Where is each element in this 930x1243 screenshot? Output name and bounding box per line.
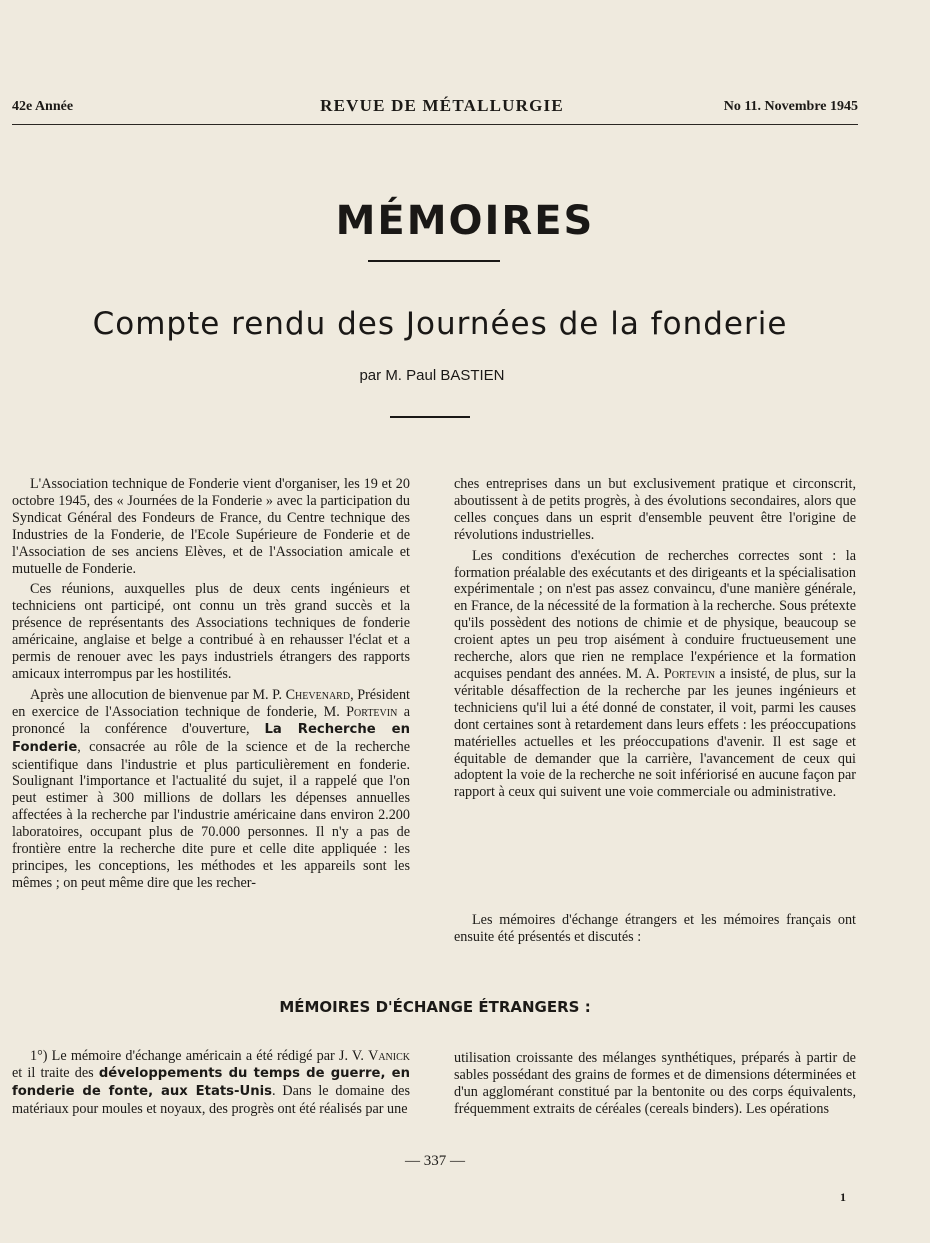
paragraph: Les conditions d'exécution de recherches correctes sont : la formation préalable des exécutants et des dirigeants et la spécialisation expérimentale ; on n'est pas assez convaincu, d'une manière générale, en France, de la nécessité de la formation à la recherche. Sous prétexte qu'ils possèdent des notions de chimie et de physique, beaucoup se croient aptes un peu trop aisément à conduire fructueusement une recherche, alors que rien ne remplace l'expérience et la formation acquises pendant des années. M. A. Portevin a insisté, de plus, sur la véritable désaffection de la recherche par les jeunes ingénieurs et techniciens qu'il lui a été donné de constater, il voit, parmi les causes dont certaines sont à retardement dans leurs effets : les préoccupations matérielles actuelles et les préoccupations d'avenir. Il est sage et équitable de demander que la carrière, l'avancement de ceux qui adoptent la voie de la recherche ne soit infériorisé en aucune façon par rapport à ceux qui suivent une voie commerciale ou administrative. [454, 547, 856, 801]
paragraph: utilisation croissante des mélanges synthétiques, préparés à partir de sables possédant des grains de formes et de dimensions déterminées et d'un agglomérant constitué par la bentonite ou des corps équivalents, fréquemment extraits de céréales (cereals binders). Les opérations [454, 1050, 856, 1117]
header-rule [12, 124, 858, 125]
section-title-rule [368, 260, 500, 262]
section-title: MÉMOIRES [335, 198, 595, 244]
person-name: Portevin [663, 665, 716, 682]
paragraph: Les mémoires d'échange étrangers et les mémoires français ont ensuite été présentés et discutés : [454, 912, 856, 945]
person-name: Vanick [368, 1048, 410, 1064]
paragraph: Après une allocution de bienvenue par M. P. Chevenard, Président en exercice de l'Association technique de fonderie, M. Portevin a prononcé la conférence d'ouverture, La Recherche en Fonderie, consacrée au rôle de la science et de la recherche scientifique dans l'industrie et plus particulièrement en fonderie. Soulignant l'importance et l'actualité du sujet, il a rappelé que l'on peut estimer à 300 millions de dollars les dépenses annuelles affectées à la recherche par l'industrie américaine dans environ 2.200 laboratoires, occupant plus de 70.000 personnes. Il n'y a pas de frontière entre la recherche dite pure et celle dite appliquée : les principes, les conceptions, les méthodes et les appareils sont les mêmes ; on peut même dire que les recher- [12, 686, 410, 891]
paragraph: L'Association technique de Fonderie vient d'organiser, les 19 et 20 octobre 1945, des « Journées de la Fonderie » avec la participation du Syndicat Général des Fondeurs de France, du Centre technique des Industries de la Fonderie, de l'Ecole Supérieure de Fonderie et de l'Association de ses anciens Elèves, et de l'Association amicale et mutuelle de Fonderie. [12, 476, 410, 577]
right-column-lower [454, 1050, 856, 1122]
subsection-heading: MÉMOIRES D'ÉCHANGE ÉTRANGERS : [279, 998, 591, 1016]
right-column-closing [454, 912, 856, 950]
paragraph: 1°) Le mémoire d'échange américain a été rédigé par J. V. Vanick et il traite des développements du temps de guerre, en fonderie de fonte, aux Etats-Unis. Dans le domaine des matériaux pour moules et noyaux, des progrès ont été réalisés par une [12, 1048, 410, 1117]
person-name: Chevenard [285, 686, 351, 703]
paragraph: ches entreprises dans un but exclusivement pratique et circonscrit, aboutissent à de petits progrès, à des évolutions secondaires, alors que celles conçues dans un esprit d'ensemble peuvent être l'origine de révolutions industrielles. [454, 476, 856, 543]
memoir-title: développements du temps de guerre, en fonderie de fonte, aux Etats-Unis [12, 1065, 410, 1099]
journal-title: REVUE DE MÉTALLURGIE [320, 96, 564, 115]
person-name: Portevin [346, 703, 398, 720]
volume-year: 42e Année [12, 99, 74, 114]
sheet-number: 1 [840, 1190, 846, 1204]
paragraph: Ces réunions, auxquelles plus de deux cents ingénieurs et techniciens ont participé, ont connu un très grand succès et la présence de représentants des Associations techniques de fonderie américaine, anglaise et belge a contribué à en rehausser l'éclat et a permis de renouer avec les pays industriels étrangers des rapports amicaux interrompus par les hostilités. [12, 581, 410, 682]
byline-rule [390, 416, 470, 418]
right-column [454, 476, 856, 805]
issue-date: No 11. Novembre 1945 [723, 99, 858, 114]
left-column [12, 476, 410, 896]
lecture-title: La Recherche en Fonderie [12, 721, 410, 755]
page-number: — 337 — [405, 1153, 465, 1169]
article-title: Compte rendu des Journées de la fonderie [92, 306, 788, 342]
byline: par M. Paul BASTIEN [359, 367, 505, 384]
left-column-lower [12, 1048, 410, 1122]
running-header [12, 96, 858, 118]
